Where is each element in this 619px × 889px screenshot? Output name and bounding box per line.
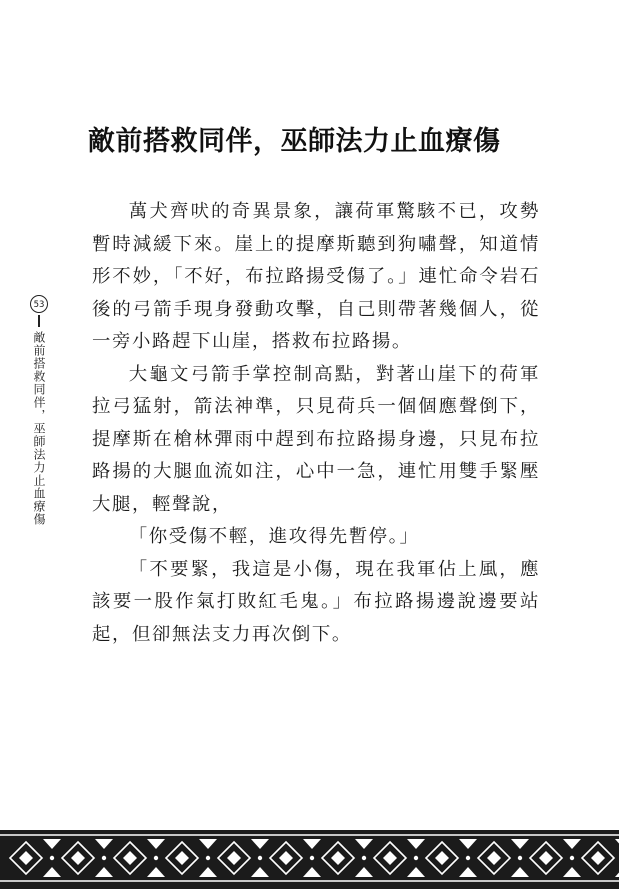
pattern-dot <box>518 856 522 860</box>
pattern-dot <box>206 856 210 860</box>
paragraph: 「你受傷不輕，進攻得先暫停。」 <box>128 526 420 547</box>
running-title: 敵前搭救同伴，巫師法力止血療傷 <box>32 331 46 526</box>
pattern-dot <box>154 856 158 860</box>
pattern-dot <box>570 856 574 860</box>
decorative-footer-band <box>0 830 619 889</box>
page-number-badge: 53 <box>30 295 48 313</box>
pattern-dot <box>466 856 470 860</box>
pattern-dot <box>50 856 54 860</box>
paragraph: 大龜文弓箭手掌控制高點，對著山崖下的荷軍拉弓猛射，箭法神準，只見荷兵一個個應聲倒下，提摩斯在槍林彈雨中趕到布拉路揚身邊，只見布拉路揚的大腿血流如注，心中一急，連忙用雙手緊壓大腿，輕聲說， <box>92 363 540 515</box>
pattern-dot <box>362 856 366 860</box>
pattern-dot <box>310 856 314 860</box>
pattern-dot <box>258 856 262 860</box>
paragraph: 萬犬齊吠的奇異景象，讓荷軍驚駭不已，攻勢暫時減緩下來。崖上的提摩斯聽到狗嘯聲，知道情形不妙，「不好，布拉路揚受傷了。」連忙命令岩石後的弓箭手現身發動攻擊，自己則帶著幾個人，從一旁小路趕下山崖，搭救布拉路揚。 <box>92 201 540 352</box>
side-rule <box>38 315 40 327</box>
body-text <box>92 196 540 651</box>
pattern-dot <box>414 856 418 860</box>
side-marker <box>28 295 50 526</box>
chapter-title: 敵前搭救同伴，巫師法力止血療傷 <box>88 126 501 157</box>
paragraph: 「不要緊，我這是小傷，現在我軍佔上風，應該要一股作氣打敗紅毛鬼。」布拉路揚邊說邊要站起，但卻無法支力再次倒下。 <box>92 558 540 645</box>
pattern-dot <box>102 856 106 860</box>
